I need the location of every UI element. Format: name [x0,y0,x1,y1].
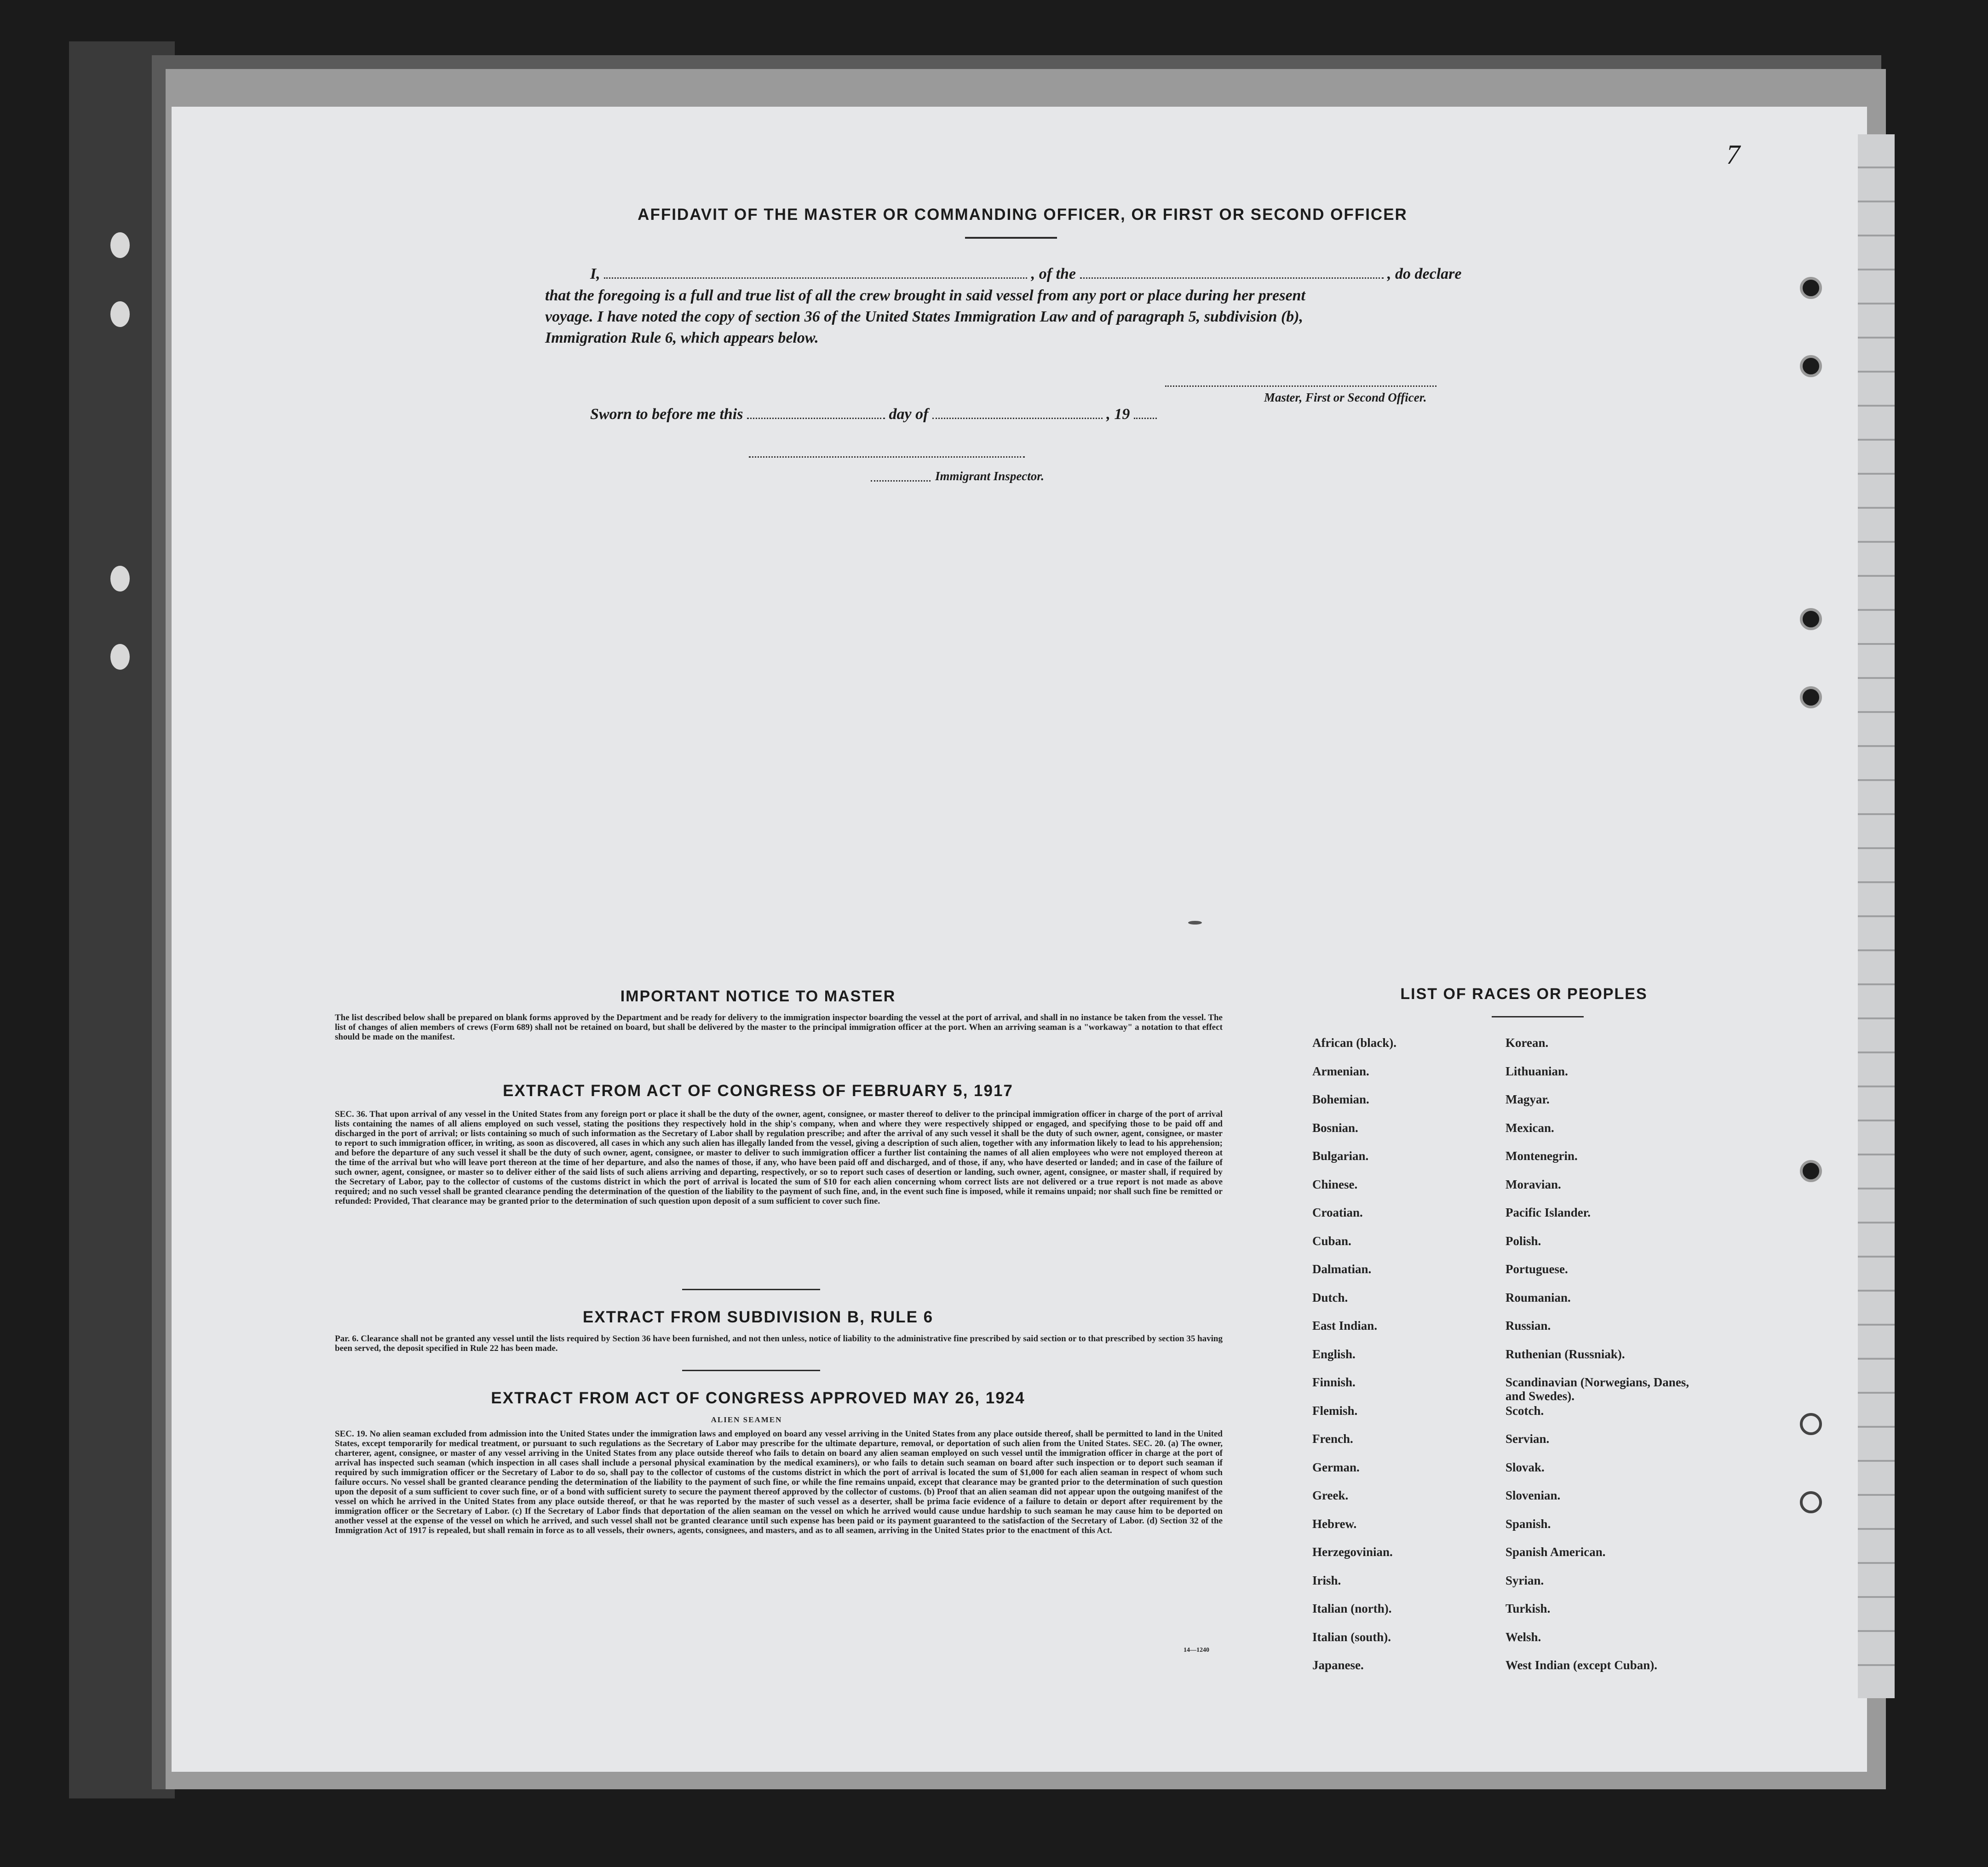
race-item: French. [1312,1432,1353,1446]
affidavit-line-1 [590,265,1461,283]
inspector-signature-line[interactable] [749,456,1025,458]
notice-text: The list described below shall be prepared on blank forms approved by the Department and be ready for delivery to the immigration inspector boarding the vessel at the port of arrival, and shall in no instance be taken from the vessel. The list of changes of alien members of crews (Form 689) shall not be retained on board, but shall be delivered by the master to the principal immigration officer at the port. When an arriving seaman is a "workaway" a notation to that effect should be made on the manifest. [335,1013,1223,1042]
race-item: Chinese. [1312,1177,1358,1191]
race-item: Dalmatian. [1312,1262,1372,1276]
race-item: Finnish. [1312,1375,1356,1389]
race-item: Dutch. [1312,1290,1348,1304]
binder-hole [110,644,130,670]
sworn-year-prefix: , 19 [1106,406,1130,423]
race-item: Japanese. [1312,1658,1364,1672]
declarant-prefix: I, [590,265,600,282]
race-item: Polish. [1505,1234,1541,1248]
race-item: Mexican. [1505,1120,1554,1135]
sworn-year-blank[interactable] [1134,413,1157,419]
race-item: Armenian. [1312,1064,1369,1078]
sworn-day-of: day of [889,406,929,423]
punch-hole [1800,1413,1822,1435]
extract-rule6-title: EXTRACT FROM SUBDIVISION B, RULE 6 [582,1308,934,1326]
race-item: Ruthenian (Russniak). [1505,1347,1625,1361]
declarant-name-blank[interactable] [604,273,1027,279]
extract-1924-subtitle: ALIEN SEAMEN [711,1415,782,1424]
race-item: Lithuanian. [1505,1064,1568,1078]
notice-title: IMPORTANT NOTICE TO MASTER [620,988,896,1005]
punch-hole [1800,277,1822,299]
section-divider [682,1289,820,1290]
punch-hole [1800,686,1822,708]
affidavit-line-3: voyage. I have noted the copy of section 36 of the United States Immigration Law and of paragraph 5, subdivision (b), [545,308,1304,325]
document-page [172,107,1867,1772]
affidavit-line-2: that the foregoing is a full and true list of all the crew brought in said vessel from any port or place during her present [545,287,1305,304]
race-item: Croatian. [1312,1206,1363,1219]
sworn-prefix: Sworn to before me this [590,406,743,423]
race-item: Italian (north). [1312,1602,1392,1615]
punch-hole [1800,608,1822,630]
extract-1917-text: SEC. 36. That upon arrival of any vessel in the United States from any foreign port or place it shall be the duty of the owner, agent, consignee, or master thereof to deliver to the principal immigration officer in charge of the port of arrival lists containing the names of all aliens employed on such vessel, stating the positions they respectively hold in the ship's company, when and where they were respectively shipped or engaged, and specifying those to be paid off and discharged in the port of arrival; or lists containing so much of such information as the Secretary of Labor shall by regulation prescribe; and after the arrival of any such vessel it shall be the duty of such owner, agent, consignee, or master to report to such immigration officer, in writing, as soon as discovered, all cases in which any such alien has illegally landed from the vessel, giving a description of such alien, together with any information likely to lead to his apprehension; and before the departure of any such vessel it shall be the duty of such owner, agent, consignee, or master to deliver to such immigration officer a further list containing the names of all alien employees who were not employed thereon at the time of the arrival but who will leave port thereon at the time of her departure, and also the names of those, if any, who have been paid off and discharged, and of those, if any, who have deserted or landed; and in case of the failure of such owner, agent, consignee, or master so to deliver either of the said lists of such aliens arriving and departing, respectively, or so to report such cases of desertion or landing, such owner, agent, consignee, or master shall, if required by the Secretary of Labor, pay to the collector of customs of the customs district in which the port of arrival is located the sum of $10 for each alien concerning whom correct lists are not delivered or a true report is not made as above required; and no such vessel shall be granted clearance pending the determination of the question of the liability to the payment of such fine, and, in the event such fine is imposed, while it remains unpaid; nor shall such fine be remitted or refunded: Provided, That clearance may be granted prior to the determination of such question upon deposit of a sum sufficient to cover such fine. [335,1109,1223,1206]
races-title-underline [1492,1016,1584,1017]
race-item: West Indian (except Cuban). [1505,1658,1658,1672]
declare-suffix: , do declare [1387,265,1462,282]
race-item: Welsh. [1505,1630,1541,1644]
race-item: Scotch. [1505,1403,1544,1418]
extract-1924-title: EXTRACT FROM ACT OF CONGRESS APPROVED MAY 26, 1924 [491,1389,1025,1407]
inspector-title-prefix-line [871,480,931,482]
affidavit-line-4: Immigration Rule 6, which appears below. [545,329,819,346]
section-divider [682,1370,820,1371]
race-item: Bosnian. [1312,1120,1358,1135]
race-item: Roumanian. [1505,1290,1571,1304]
title-underline [965,237,1057,239]
race-item: Cuban. [1312,1234,1351,1248]
handwritten-reference-mark: 7 [1726,139,1740,170]
race-item: Flemish. [1312,1403,1358,1418]
race-item: Korean. [1505,1036,1549,1050]
race-item: German. [1312,1460,1360,1474]
affidavit-title: AFFIDAVIT OF THE MASTER OR COMMANDING OFFICER, OR FIRST OR SECOND OFFICER [638,206,1408,224]
race-item: East Indian. [1312,1319,1378,1333]
race-item: Moravian. [1505,1177,1561,1191]
ink-mark [1188,921,1202,925]
binder-hole [110,301,130,327]
punch-hole [1800,1491,1822,1513]
master-signature-line[interactable] [1165,385,1436,387]
race-item: Montenegrin. [1505,1149,1578,1163]
inspector-label: Immigrant Inspector. [935,469,1045,483]
race-item: African (black). [1312,1036,1396,1050]
punch-hole [1800,1160,1822,1182]
binder-hole [110,232,130,258]
form-number: 14—1240 [1184,1647,1209,1654]
race-item: Russian. [1505,1319,1551,1333]
races-title: LIST OF RACES OR PEOPLES [1400,985,1648,1003]
race-item: Syrian. [1505,1573,1544,1587]
sworn-line [590,406,1157,423]
race-item: English. [1312,1347,1356,1361]
sworn-day-blank[interactable] [747,413,885,419]
race-item: Slovenian. [1505,1488,1561,1502]
race-item: Irish. [1312,1573,1341,1587]
master-signature-label: Master, First or Second Officer. [1264,391,1427,404]
race-item: Portuguese. [1505,1262,1568,1276]
race-item: Hebrew. [1312,1517,1357,1531]
race-item: Bohemian. [1312,1092,1369,1106]
ruled-page-edge [1858,134,1895,1698]
extract-1924-text: SEC. 19. No alien seaman excluded from admission into the United States under the immigration laws and employed on board any vessel arriving in the United States from any place outside thereof, shall be permitted to land in the United States, except temporarily for medical treatment, or pursuant to such regulations as the Secretary of Labor may prescribe for the ultimate departure, removal, or deportation of such alien from the United States. SEC. 20. (a) The owner, charterer, agent, consignee, or master of any vessel arriving in the United States from any place outside thereof who fails to detain on board any alien seaman employed on such vessel until the immigration officer in charge at the port of arrival has inspected such seaman (which inspection in all cases shall include a personal physical examination by the medical examiners), or who fails to detain such seaman on board after such inspection or to deport such seaman if required by such immigration officer or the Secretary of Labor to do so, shall pay to the collector of customs of the customs district in which the port of arrival is located the sum of $1,000 for each alien seaman in respect of whom such failure occurs. No vessel shall be granted clearance pending the determination of the liability to the payment of such fine, or while the fine remains unpaid, except that clearance may be granted prior to the determination of such question upon the deposit of a sum sufficient to cover such fine, or of a bond with sufficient surety to secure the payment thereof approved by the collector of customs. (b) Proof that an alien seaman did not appear upon the outgoing manifest of the vessel on which he arrived in the United States from any place outside thereof, or that he was reported by the master of such vessel as a deserter, shall be prima facie evidence of a failure to detain or deport after requirement by the immigration officer or the Secretary of Labor. (c) If the Secretary of Labor finds that deportation of the alien seaman on the vessel on which he arrived would cause undue hardship to such seaman he may cause him to be deported on another vessel at the expense of the vessel on which he arrived, and such vessel shall not be granted clearance until such expense has been paid or its payment guaranteed to the satisfaction of the Secretary of Labor. (d) Section 32 of the Immigration Act of 1917 is repealed, but shall remain in force as to all vessels, their owners, agents, consignees, and masters, and as to all seamen, arriving in the United States prior to the enactment of this Act. [335,1429,1223,1535]
binder-hole [110,566,130,592]
race-item: Magyar. [1505,1092,1550,1106]
race-item: Scandinavian (Norwegians, Danes, and Swedes). [1505,1375,1689,1403]
race-item: Greek. [1312,1488,1349,1502]
extract-1917-title: EXTRACT FROM ACT OF CONGRESS OF FEBRUARY 5, 1917 [503,1082,1013,1100]
punch-hole [1800,355,1822,377]
extract-rule6-text: Par. 6. Clearance shall not be granted any vessel until the lists required by Section 36 have been furnished, and not then unless, notice of liability to the administrative fine prescribed by said section or to that prescribed by section 35 having been served, the deposit specified in Rule 22 has been made. [335,1334,1223,1353]
race-item: Servian. [1505,1432,1550,1446]
race-item: Slovak. [1505,1460,1545,1474]
race-item: Spanish American. [1505,1545,1606,1559]
race-item: Herzegovinian. [1312,1545,1393,1559]
vessel-prefix: , of the [1031,265,1076,282]
vessel-name-blank[interactable] [1080,273,1384,279]
race-item: Italian (south). [1312,1630,1391,1644]
sworn-month-blank[interactable] [932,413,1103,419]
race-item: Turkish. [1505,1602,1551,1615]
race-item: Spanish. [1505,1517,1551,1531]
race-item: Pacific Islander. [1505,1206,1591,1219]
race-item: Bulgarian. [1312,1149,1369,1163]
